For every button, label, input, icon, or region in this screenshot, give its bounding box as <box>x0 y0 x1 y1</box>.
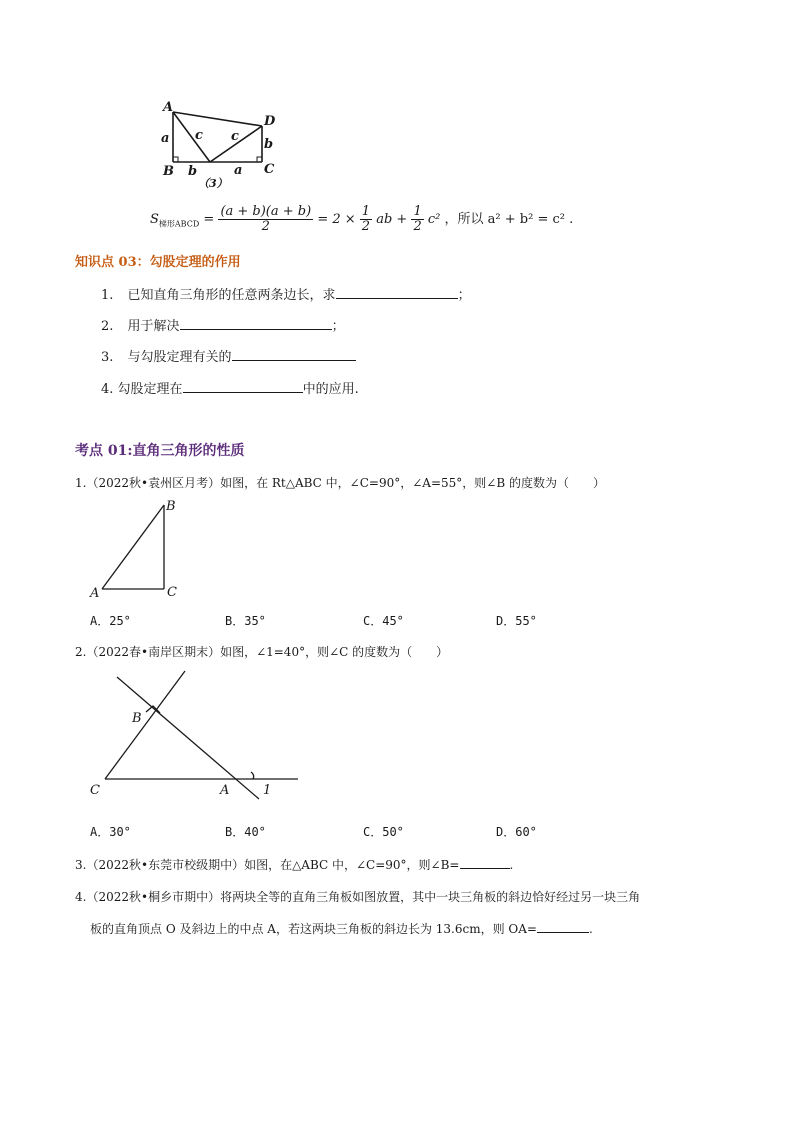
question-4-line-2 <box>90 920 593 937</box>
formula-eq: = <box>203 212 215 227</box>
item-3-num: 3. <box>101 350 114 365</box>
q1-vertex-c: C <box>167 585 177 600</box>
q2-vertex-c: C <box>90 783 100 798</box>
question-2-text: 2.（2022春•南岸区期末）如图，∠1=40°，则∠C 的度数为（ ） <box>75 645 449 659</box>
formula-denominator: 2 <box>261 219 270 234</box>
kaodian-01-title: 考点 01:直角三角形的性质 <box>75 443 245 459</box>
knowledge-item-1 <box>101 284 471 303</box>
question-1-text: 1.（2022秋•袁州区月考）如图，在 Rt△ABC 中，∠C=90°，∠A=55°，则∠B 的度数为（ ） <box>75 476 605 490</box>
item-1-num: 1. <box>101 288 114 303</box>
question-4-line-1: 4.（2022秋•桐乡市期中）将两块全等的直角三角板如图放置，其中一块三角板的斜边恰好经过另一块三角 <box>75 890 641 904</box>
formula-numerator: (a + b)(a + b) <box>220 204 312 219</box>
side-c-left-label: c <box>195 128 203 143</box>
vertex-d-label: D <box>264 114 276 129</box>
formula-rest: = 2 × <box>317 212 356 227</box>
q1-option-c[interactable]: C．45° <box>363 614 404 628</box>
question-3 <box>75 856 513 873</box>
q2-angle-1: 1 <box>263 783 272 798</box>
q1-vertex-a: A <box>90 586 100 601</box>
figure-3-caption: （3） <box>198 177 228 190</box>
formula-half-2 <box>411 205 423 234</box>
trapezoid-area-formula <box>150 205 573 234</box>
q2-option-d[interactable]: D．60° <box>496 825 537 839</box>
item-1-text: 已知直角三角形的任意两条边长，求 <box>127 288 336 303</box>
formula-half-1 <box>360 205 372 234</box>
q1-option-d[interactable]: D．55° <box>496 614 537 628</box>
knowledge-item-2 <box>101 315 345 334</box>
blank-1[interactable] <box>336 298 458 299</box>
q2-option-b[interactable]: B．40° <box>225 825 266 839</box>
item-1-after: ； <box>457 288 471 303</box>
q2-vertex-a: A <box>220 783 230 798</box>
q2-option-a[interactable]: A．30° <box>90 825 131 839</box>
side-a-left-label: a <box>161 131 170 146</box>
blank-4[interactable] <box>183 392 303 393</box>
q2-vertex-b: B <box>132 711 142 726</box>
item-4-num: 4. <box>101 382 114 397</box>
side-b-right-label: b <box>264 137 274 152</box>
question-1-figure <box>85 496 195 604</box>
side-c-right-label: c <box>231 129 239 144</box>
half-den-2: 2 <box>413 219 422 234</box>
q1-vertex-b: B <box>166 499 176 514</box>
q4-after: . <box>588 922 593 936</box>
item-3-text: 与勾股定理有关的 <box>127 350 232 365</box>
half-num-2: 1 <box>413 204 422 219</box>
item-2-after: ； <box>331 319 345 334</box>
blank-2[interactable] <box>180 329 332 330</box>
formula-ab: ab + <box>376 212 408 227</box>
q4-answer-blank[interactable] <box>537 932 589 933</box>
item-4-text: 勾股定理在 <box>117 382 183 397</box>
side-a-bottom-label: a <box>234 163 243 178</box>
item-4-after: 中的应用. <box>302 382 359 397</box>
item-2-num: 2. <box>101 319 114 334</box>
figure-3-trapezoid <box>150 95 290 195</box>
area-subscript: 梯形ABCD <box>158 219 200 229</box>
q3-answer-blank[interactable] <box>460 868 510 869</box>
vertex-b-label: B <box>163 164 174 179</box>
formula-conclusion: ，所以 a² + b² = c² . <box>444 212 574 227</box>
vertex-a-label: A <box>163 100 174 115</box>
knowledge-03-title: 知识点 03：勾股定理的作用 <box>75 255 241 270</box>
half-num-1: 1 <box>361 204 371 219</box>
vertex-c-label: C <box>264 162 275 177</box>
side-b-bottom-label: b <box>188 164 198 179</box>
item-2-text: 用于解决 <box>127 319 180 334</box>
knowledge-item-3 <box>101 346 356 365</box>
area-symbol: $S_{梯形ABCD}$ <box>150 212 200 229</box>
formula-fraction-main <box>218 205 313 234</box>
blank-3[interactable] <box>232 360 356 361</box>
question-4-line-2-text: 板的直角顶点 O 及斜边上的中点 A，若这两块三角板的斜边长为 13.6cm，则 OA= <box>90 922 537 936</box>
q1-option-b[interactable]: B．35° <box>225 614 266 628</box>
q3-after: . <box>509 858 514 872</box>
question-3-text: 3.（2022秋•东莞市校级期中）如图，在△ABC 中，∠C=90°，则∠B= <box>75 858 460 872</box>
half-den-1: 2 <box>361 219 371 234</box>
q1-option-a[interactable]: A．25° <box>90 614 131 628</box>
formula-c2: c² <box>427 212 441 227</box>
q2-option-c[interactable]: C．50° <box>363 825 404 839</box>
knowledge-item-4 <box>101 378 359 397</box>
question-2-figure <box>85 665 305 815</box>
